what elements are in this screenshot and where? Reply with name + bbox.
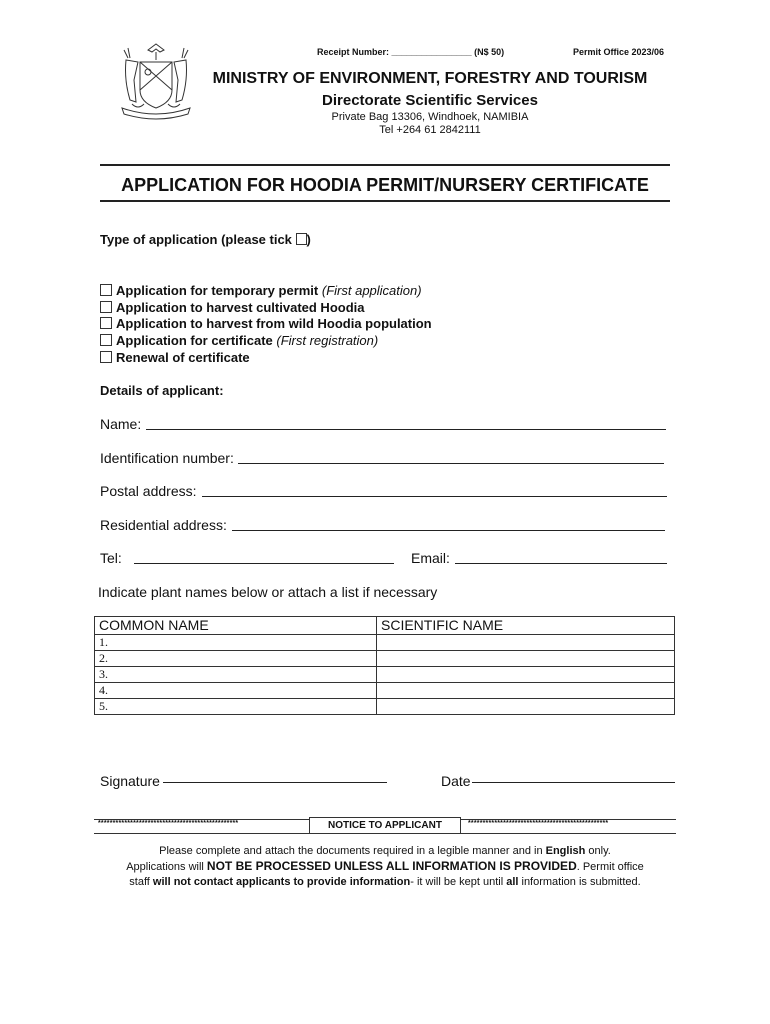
title-bottom-rule <box>100 200 670 202</box>
permit-office-code: Permit Office 2023/06 <box>573 47 665 57</box>
details-heading: Details of applicant: <box>100 383 224 398</box>
type-of-application-heading <box>100 232 311 247</box>
table-row[interactable] <box>95 699 675 715</box>
checkbox-icon[interactable] <box>100 351 112 363</box>
telephone: Tel +264 61 2842111 <box>379 124 481 136</box>
tel-label: Tel: <box>100 550 122 566</box>
residential-address-field[interactable] <box>232 530 665 531</box>
checkbox-icon[interactable] <box>100 334 112 346</box>
option-temporary-permit[interactable] <box>100 283 422 298</box>
name-label: Name: <box>100 416 142 432</box>
notice-stars-left: ************************************************ <box>98 820 239 827</box>
notice-text-bold: English <box>545 845 586 857</box>
notice-heading: NOTICE TO APPLICANT <box>309 817 461 834</box>
option-harvest-cultivated[interactable] <box>100 300 364 315</box>
notice-text-bold: all <box>506 876 519 888</box>
checkbox-icon[interactable] <box>100 301 112 313</box>
table-row[interactable] <box>95 651 675 667</box>
row-number[interactable]: 4. <box>95 683 377 699</box>
notice-text-segment: only. <box>585 845 611 857</box>
signature-label: Signature <box>100 773 160 789</box>
email-label: Email: <box>411 550 450 566</box>
option-label: Application to harvest cultivated Hoodia <box>116 300 365 315</box>
type-heading-end: ) <box>306 232 311 247</box>
option-label: Application for temporary permit <box>116 283 322 298</box>
directorate-name: Directorate Scientific Services <box>322 92 538 109</box>
option-label: Renewal of certificate <box>116 350 250 365</box>
table-header-row <box>95 617 675 635</box>
date-label: Date <box>441 773 471 789</box>
notice-text-segment: staff <box>129 876 153 888</box>
row-number[interactable]: 5. <box>95 699 377 715</box>
id-number-label: Identification number: <box>100 450 234 466</box>
checkbox-icon[interactable] <box>100 284 112 296</box>
residential-address-label: Residential address: <box>100 517 227 533</box>
notice-line-1 <box>90 844 680 859</box>
option-label: Application to harvest from wild Hoodia population <box>116 316 432 331</box>
ministry-name: MINISTRY OF ENVIRONMENT, FORESTRY AND TOURISM <box>212 70 648 87</box>
notice-text-segment: . Permit office <box>576 861 644 873</box>
postal-address-field[interactable] <box>202 496 667 497</box>
postal-address-label: Postal address: <box>100 483 197 499</box>
checkbox-icon <box>296 233 307 245</box>
id-number-field[interactable] <box>238 463 664 464</box>
email-field[interactable] <box>455 563 667 564</box>
form-title: APPLICATION FOR HOODIA PERMIT/NURSERY CERTIFICATE <box>121 175 649 195</box>
notice-line-3 <box>90 875 680 890</box>
option-certificate[interactable] <box>100 333 378 348</box>
table-row[interactable] <box>95 667 675 683</box>
notice-line-2 <box>90 859 680 875</box>
notice-text <box>90 844 680 890</box>
option-label: Application for certificate <box>116 333 277 348</box>
notice-text-segment: Applications will <box>126 861 207 873</box>
date-field[interactable] <box>472 782 675 783</box>
tel-field[interactable] <box>134 563 394 564</box>
notice-text-bold: NOT BE PROCESSED UNLESS ALL INFORMATION IS PROVIDED <box>206 859 577 873</box>
option-renewal[interactable] <box>100 350 250 365</box>
option-note: (First registration) <box>276 333 379 348</box>
scientific-name-cell[interactable] <box>377 667 675 683</box>
title-top-rule <box>100 164 670 166</box>
receipt-number: Receipt Number: ________________ (N$ 50) <box>317 47 505 57</box>
column-header-scientific-name: SCIENTIFIC NAME <box>377 617 675 635</box>
plants-instruction: Indicate plant names below or attach a list if necessary <box>98 584 438 600</box>
scientific-name-cell[interactable] <box>377 699 675 715</box>
notice-text-segment: information is submitted. <box>518 876 641 888</box>
plant-names-table <box>94 616 675 715</box>
signature-field[interactable] <box>163 782 387 783</box>
name-field[interactable] <box>146 429 666 430</box>
table-row[interactable] <box>95 635 675 651</box>
row-number[interactable]: 2. <box>95 651 377 667</box>
notice-text-segment: - it will be kept until <box>410 876 507 888</box>
notice-text-bold: will not contact applicants to provide information <box>152 876 411 888</box>
scientific-name-cell[interactable] <box>377 651 675 667</box>
column-header-common-name: COMMON NAME <box>95 617 377 635</box>
table-row[interactable] <box>95 683 675 699</box>
notice-stars-right: ************************************************ <box>468 820 609 827</box>
type-heading-text: Type of application (please tick <box>100 232 296 247</box>
checkbox-icon[interactable] <box>100 317 112 329</box>
postal-address: Private Bag 13306, Windhoek, NAMIBIA <box>331 111 529 123</box>
option-harvest-wild[interactable] <box>100 316 432 331</box>
scientific-name-cell[interactable] <box>377 683 675 699</box>
option-note: (First application) <box>321 283 422 298</box>
row-number[interactable]: 1. <box>95 635 377 651</box>
row-number[interactable]: 3. <box>95 667 377 683</box>
notice-text-segment: Please complete and attach the documents required in a legible manner and in <box>159 845 546 857</box>
scientific-name-cell[interactable] <box>377 635 675 651</box>
